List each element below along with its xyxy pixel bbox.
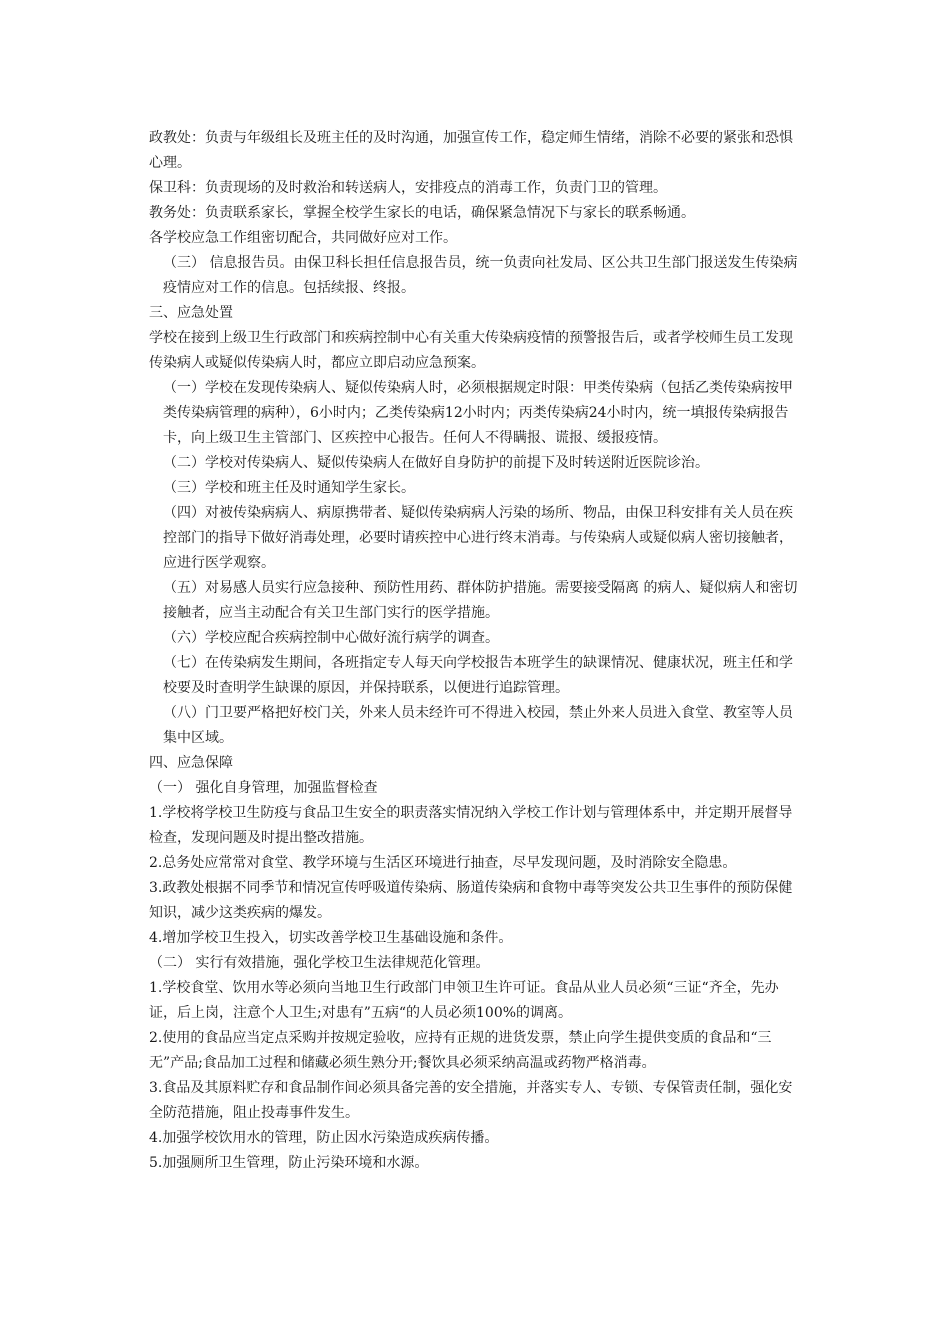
paragraph: 1.学校食堂、饮用水等必须向当地卫生行政部门申领卫生许可证。食品从业人员必须“三证“齐全，先办证，后上岗，注意个人卫生;对患有”五病“的人员必须100%的调离。 — [149, 980, 779, 1021]
paragraph: （二）学校对传染病人、疑似传染病人在做好自身防护的前提下及时转送附近医院诊治。 — [163, 455, 709, 471]
paragraph: 保卫科：负责现场的及时救治和转送病人，安排疫点的消毒工作，负责门卫的管理。 — [149, 180, 667, 196]
paragraph: （三）学校和班主任及时通知学生家长。 — [163, 480, 415, 496]
paragraph: 2.使用的食品应当定点采购并按规定验收，应持有正规的进货发票，禁止向学生提供变质的食品和“三无”产品;食品加工过程和储藏必须生熟分开;餐饮具必须采纳高温或药物严格消毒。 — [149, 1030, 772, 1071]
paragraph: 各学校应急工作组密切配合，共同做好应对工作。 — [149, 230, 457, 246]
paragraph: （八）门卫要严格把好校门关，外来人员未经许可不得进入校园，禁止外来人员进入食堂、教室等人员集中区域。 — [163, 705, 793, 746]
paragraph: （三） 信息报告员。由保卫科长担任信息报告员，统一负责向社发局、区公共卫生部门报送发生传染病疫情应对工作的信息。包括续报、终报。 — [163, 255, 798, 296]
paragraph: 5.加强厕所卫生管理，防止污染环境和水源。 — [149, 1155, 429, 1171]
paragraph: 3.食品及其原料贮存和食品制作间必须具备完善的安全措施，并落实专人、专锁、专保管责任制，强化安全防范措施，阻止投毒事件发生。 — [149, 1080, 793, 1121]
paragraph: （六）学校应配合疾病控制中心做好流行病学的调查。 — [163, 630, 499, 646]
paragraph: （四）对被传染病病人、病原携带者、疑似传染病病人污染的场所、物品，由保卫科安排有关人员在疾控部门的指导下做好消毒处理，必要时请疾控中心进行终末消毒。与传染病人或疑似病人密切接触者，应进行医学观察。 — [163, 505, 793, 571]
paragraph: （七）在传染病发生期间，各班指定专人每天向学校报告本班学生的缺课情况、健康状况，班主任和学校要及时查明学生缺课的原因，并保持联系，以便进行追踪管理。 — [163, 655, 793, 696]
paragraph: 三、应急处置 — [149, 305, 233, 321]
paragraph: 学校在接到上级卫生行政部门和疾病控制中心有关重大传染病疫情的预警报告后，或者学校师生员工发现传染病人或疑似传染病人时，都应立即启动应急预案。 — [149, 330, 793, 371]
paragraph: 四、应急保障 — [149, 755, 233, 771]
paragraph: 政教处：负责与年级组长及班主任的及时沟通，加强宣传工作，稳定师生情绪，消除不必要的紧张和恐惧心理。 — [149, 130, 793, 171]
paragraph: 3.政教处根据不同季节和情况宣传呼吸道传染病、肠道传染病和食物中毒等突发公共卫生事件的预防保健知识，减少这类疾病的爆发。 — [149, 880, 793, 921]
document-page — [145, 126, 805, 1176]
paragraph: （一） 强化自身管理，加强监督检查 — [149, 780, 378, 796]
paragraph: （二） 实行有效措施，强化学校卫生法律规范化管理。 — [149, 955, 490, 971]
paragraph: 4.增加学校卫生投入，切实改善学校卫生基础设施和条件。 — [149, 930, 513, 946]
paragraph: 教务处：负责联系家长，掌握全校学生家长的电话，确保紧急情况下与家长的联系畅通。 — [149, 205, 695, 221]
paragraph: 2.总务处应常常对食堂、教学环境与生活区环境进行抽查，尽早发现问题，及时消除安全隐患。 — [149, 855, 737, 871]
paragraph: 1.学校将学校卫生防疫与食品卫生安全的职责落实情况纳入学校工作计划与管理体系中，并定期开展督导检查，发现问题及时提出整改措施。 — [149, 805, 793, 846]
paragraph: （五）对易感人员实行应急接种、预防性用药、群体防护措施。需要接受隔离 的病人、疑似病人和密切接触者，应当主动配合有关卫生部门实行的医学措施。 — [163, 580, 798, 621]
paragraph: （一）学校在发现传染病人、疑似传染病人时，必须根据规定时限：甲类传染病（包括乙类传染病按甲类传染病管理的病种），6小时内；乙类传染病12小时内；丙类传染病24小时内，统一填报传染病报告卡，向上级卫生主管部门、区疾控中心报告。任何人不得瞒报、谎报、缓报疫情。 — [163, 380, 793, 446]
paragraph: 4.加强学校饮用水的管理，防止因水污染造成疾病传播。 — [149, 1130, 499, 1146]
